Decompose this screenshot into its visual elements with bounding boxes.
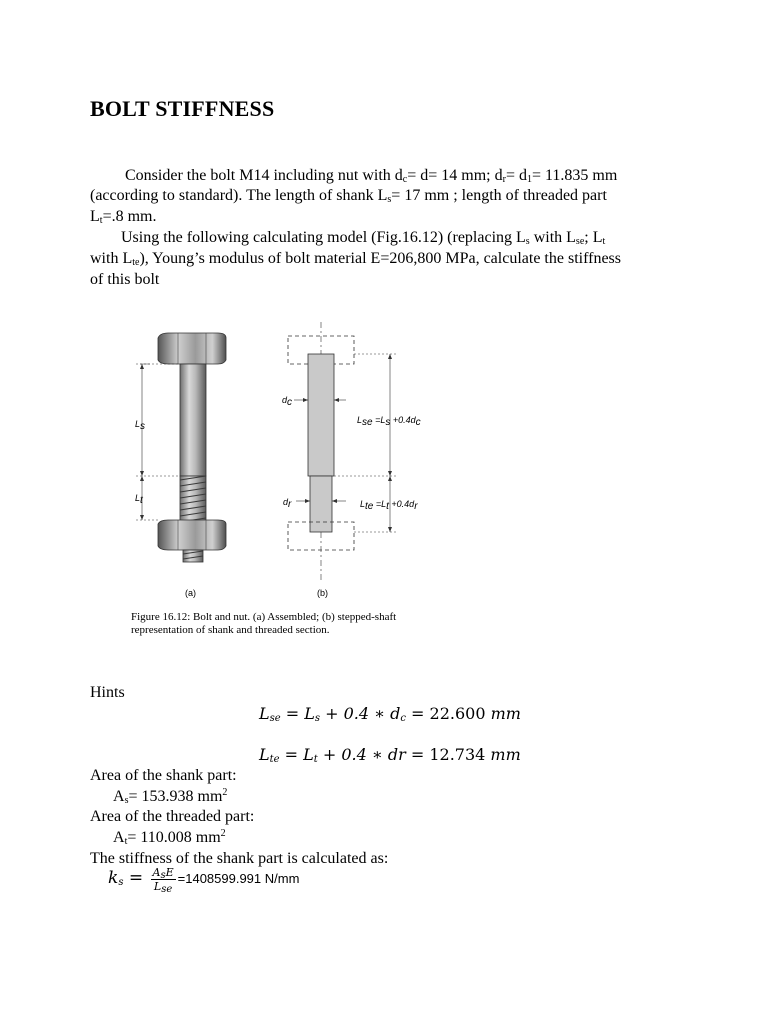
equation-lte: $L_{te} = L_t + 0.4$ ∗ dr = 12.734 mm: [259, 745, 521, 765]
label-a: (a): [185, 588, 196, 598]
figure-caption: Figure 16.12: Bolt and nut. (a) Assembled; (b) stepped-shaft representation of shank and threaded section.: [131, 611, 397, 636]
label-b: (b): [317, 588, 328, 598]
intro-line-4: Using the following calculating model (Fig.16.12) (replacing $L_s$ with $L_{se}$; $L_t$: [121, 229, 606, 247]
intro-line-3: $L_t=.8$ mm.: [90, 208, 157, 226]
label-lt: $L_t$: [135, 493, 143, 506]
intro-line-2: (according to standard). The length of shank $L_s= 17$ mm ; length of threaded part: [90, 187, 607, 205]
label-dc: $d_c$: [282, 395, 293, 408]
bolt-figure: [120, 318, 440, 608]
equation-lse: $L_{se} = L_s + 0.4$ ∗ $d_c = 22.600$ mm: [259, 704, 521, 724]
area-thread-value: $A_t= 110.008$ $mm^2$: [113, 828, 226, 847]
page-title: BOLT STIFFNESS: [90, 96, 275, 121]
intro-line-5: with $L_{te}$), Young’s modulus of bolt material E=206,800 MPa, calculate the stiffness: [90, 250, 621, 268]
area-shank-value: $A_s= 153.938$ $mm^2$: [113, 787, 228, 806]
label-lte-formula: $L_{te} =L_t +0.4d_r$: [360, 499, 418, 512]
hints-label: Hints: [90, 684, 125, 701]
label-dr: $d_r$: [283, 497, 292, 510]
stepped-shaft: [288, 322, 396, 580]
stiffness-label: The stiffness of the shank part is calculated as:: [90, 850, 389, 867]
area-thread-label: Area of the threaded part:: [90, 808, 255, 825]
intro-line-1: Consider the bolt M14 including nut with $d_c= d= 14$ mm; $d_r= d_1= 11.835$ mm: [125, 167, 618, 185]
area-shank-label: Area of the shank part:: [90, 767, 237, 784]
label-lse-formula: $L_{se} =L_s +0.4d_c$: [357, 415, 421, 428]
intro-line-6: of this bolt: [90, 271, 160, 288]
label-ls: $L_s$: [135, 419, 146, 432]
bolt-assembled: [136, 333, 226, 562]
ks-fraction: $\frac{A_sE}{L_{se}}$: [152, 866, 174, 895]
equation-ks: $k_s$ = $\frac{A_sE}{L_{se}}$ =1408599.991 N/mm: [108, 866, 300, 895]
